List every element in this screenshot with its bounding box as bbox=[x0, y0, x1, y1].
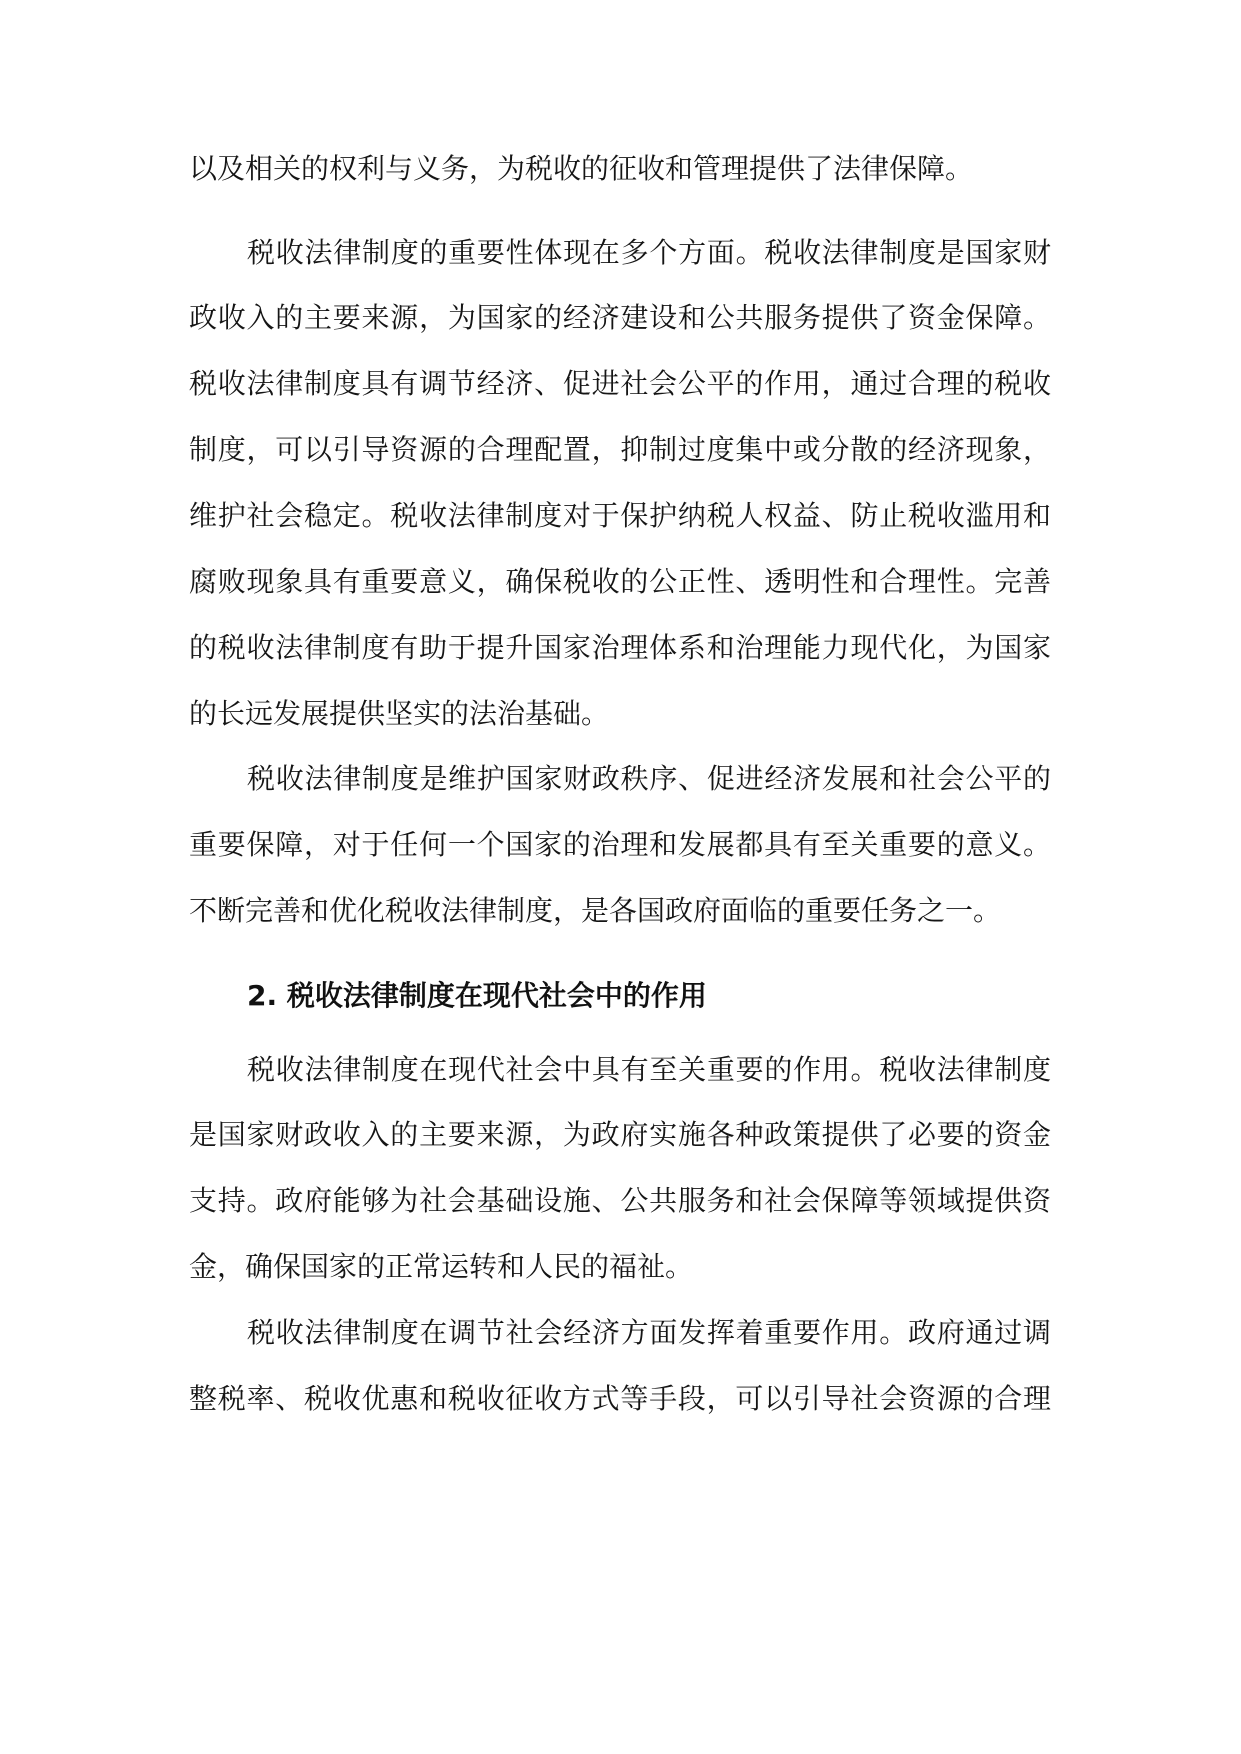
text-line: 金，确保国家的正常运转和人民的福祉。 bbox=[189, 1250, 694, 1283]
text-line: 税收法律制度是维护国家财政秩序、促进经济发展和社会公平的 bbox=[247, 762, 1051, 795]
text-line: 维护社会稳定。税收法律制度对于保护纳税人权益、防止税收滥用和 bbox=[189, 499, 1051, 532]
text-line: 腐败现象具有重要意义，确保税收的公正性、透明性和合理性。完善 bbox=[189, 565, 1051, 598]
text-line: 重要保障，对于任何一个国家的治理和发展都具有至关重要的意义。 bbox=[189, 828, 1051, 861]
text-line: 税收法律制度在现代社会中具有至关重要的作用。税收法律制度 bbox=[247, 1053, 1051, 1086]
text-line: 支持。政府能够为社会基础设施、公共服务和社会保障等领域提供资 bbox=[189, 1184, 1051, 1217]
text-line: 税收法律制度的重要性体现在多个方面。税收法律制度是国家财 bbox=[247, 236, 1051, 269]
text-line: 以及相关的权利与义务，为税收的征收和管理提供了法律保障。 bbox=[189, 152, 974, 185]
section-heading: 2. 税收法律制度在现代社会中的作用 bbox=[247, 979, 707, 1012]
text-line: 的长远发展提供坚实的法治基础。 bbox=[189, 697, 610, 730]
text-line: 整税率、税收优惠和税收征收方式等手段，可以引导社会资源的合理 bbox=[189, 1382, 1051, 1415]
text-line: 政收入的主要来源，为国家的经济建设和公共服务提供了资金保障。 bbox=[189, 301, 1051, 334]
text-line: 不断完善和优化税收法律制度，是各国政府面临的重要任务之一。 bbox=[189, 894, 1002, 927]
text-line: 是国家财政收入的主要来源，为政府实施各种政策提供了必要的资金 bbox=[189, 1118, 1051, 1151]
text-line: 税收法律制度在调节社会经济方面发挥着重要作用。政府通过调 bbox=[247, 1316, 1051, 1349]
text-line: 税收法律制度具有调节经济、促进社会公平的作用，通过合理的税收 bbox=[189, 367, 1051, 400]
text-line: 制度，可以引导资源的合理配置，抑制过度集中或分散的经济现象， bbox=[189, 433, 1051, 466]
text-line: 的税收法律制度有助于提升国家治理体系和治理能力现代化，为国家 bbox=[189, 631, 1051, 664]
